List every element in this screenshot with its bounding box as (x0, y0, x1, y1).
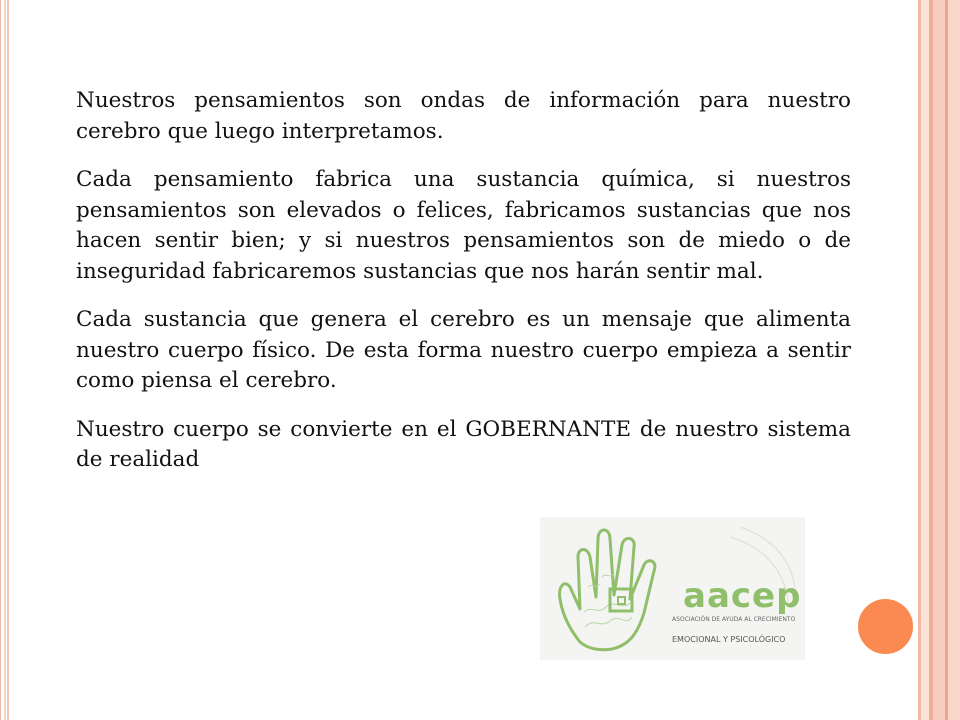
paragraph: Nuestro cuerpo se convierte en el GOBERNANTE de nuestro sistema de realidad (76, 416, 851, 472)
orange-circle-decoration (856, 597, 915, 656)
paragraph: Cada sustancia que genera el cerebro es un mensaje que alimenta nuestro cuerpo físico. De esta forma nuestro cuerpo empieza a sentir como piensa el cerebro. (76, 307, 851, 393)
paragraph: Nuestros pensamientos son ondas de información para nuestro cerebro que luego interpretamos. (76, 88, 851, 144)
aacep-logo (540, 517, 805, 660)
slide-body-text (76, 86, 851, 494)
paragraph: Cada pensamiento fabrica una sustancia química, si nuestros pensamientos son elevados o felices, fabricamos sustancias que nos hacen sentir bien; y si nuestros pensamientos son de miedo o de inseguridad fabricaremos sustancias que nos harán sentir mal. (76, 167, 851, 284)
logo-tagline-2: EMOCIONAL Y PSICOLÓGICO (672, 635, 786, 644)
logo-tagline-1: ASOCIACIÓN DE AYUDA AL CRECIMIENTO (672, 616, 796, 623)
left-border-decoration (0, 0, 9, 720)
right-stripe (921, 0, 929, 720)
right-stripe (933, 0, 945, 720)
logo-wordmark: aacep (683, 576, 802, 616)
right-stripe (948, 0, 960, 720)
